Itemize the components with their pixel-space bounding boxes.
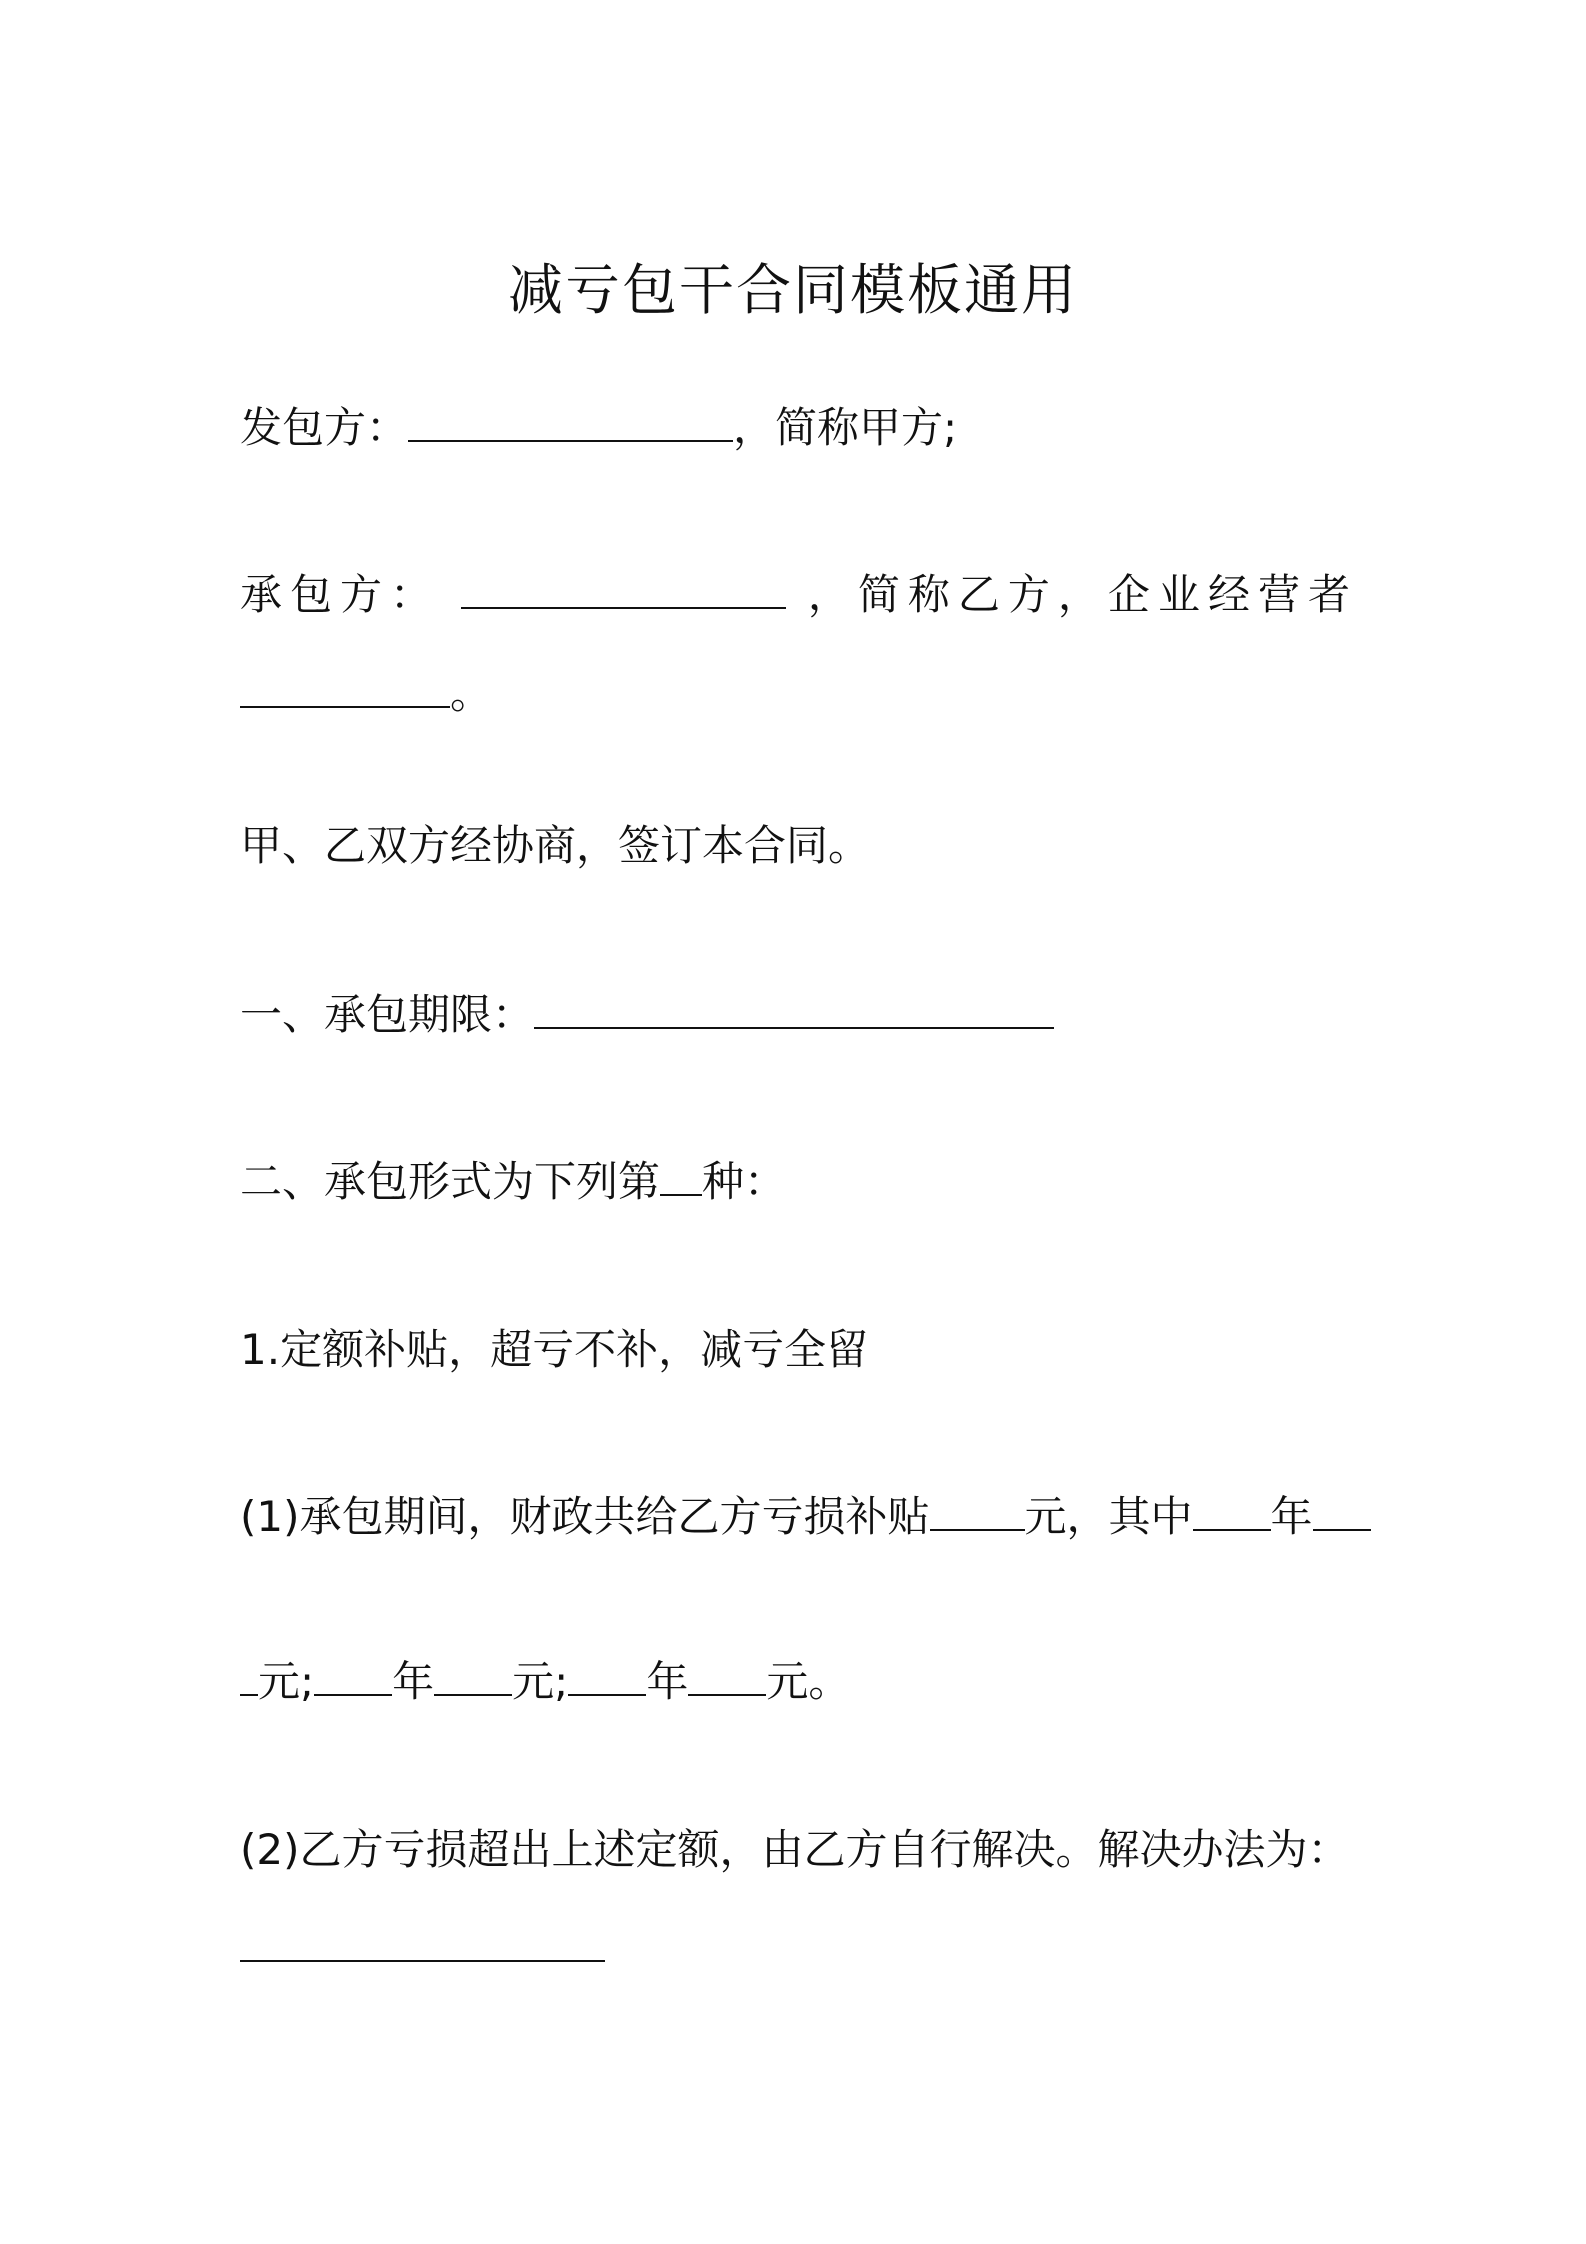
party-a-abbr: ，简称甲方; <box>733 403 958 452</box>
line-subsidy-breakdown <box>240 1652 850 1712</box>
subsidy-year-2-blank[interactable] <box>314 1654 392 1696</box>
line-excess-loss-solution <box>240 1918 605 1978</box>
subsidy-year-3-blank[interactable] <box>568 1654 646 1696</box>
subsidy-amount-2-blank[interactable] <box>434 1654 512 1696</box>
party-b-abbr: ，简称乙方，企业经营者 <box>807 570 1350 619</box>
breakdown-year-3: 年 <box>646 1657 689 1706</box>
line-form <box>240 1152 786 1212</box>
line-excess-loss: (2)乙方亏损超出上述定额，由乙方自行解决。解决办法为： <box>240 1825 1350 1874</box>
line-subsidy <box>240 1487 1371 1547</box>
line-party-b <box>240 565 1350 625</box>
subsidy-amount-1-blank-b[interactable] <box>240 1654 258 1696</box>
party-b-label: 承包方： <box>240 570 441 619</box>
subsidy-unit: 元，其中 <box>1024 1492 1193 1541</box>
form-label: 二、承包形式为下列第 <box>240 1157 661 1206</box>
line-term <box>240 985 1054 1045</box>
manager-name-blank[interactable] <box>240 666 450 708</box>
breakdown-unit-3: 元。 <box>766 1657 851 1706</box>
subsidy-total-blank[interactable] <box>930 1489 1025 1531</box>
breakdown-unit-1: 元; <box>258 1657 315 1706</box>
line-party-b-manager <box>240 664 492 724</box>
subsidy-year-label: 年 <box>1270 1492 1313 1541</box>
line-agreement: 甲、乙双方经协商，签订本合同。 <box>240 821 871 870</box>
party-b-name-blank[interactable] <box>461 567 786 609</box>
subsidy-amount-3-blank[interactable] <box>688 1654 766 1696</box>
form-suffix: 种： <box>702 1157 787 1206</box>
subsidy-label: (1)承包期间，财政共给乙方亏损补贴 <box>240 1492 930 1541</box>
subsidy-year-1-blank[interactable] <box>1193 1489 1271 1531</box>
breakdown-unit-2: 元; <box>512 1657 569 1706</box>
party-a-name-blank[interactable] <box>408 400 733 442</box>
party-a-label: 发包方： <box>240 403 409 452</box>
term-blank[interactable] <box>534 987 1054 1029</box>
solution-blank[interactable] <box>240 1920 605 1962</box>
subsidy-amount-1-blank-a[interactable] <box>1313 1489 1371 1531</box>
breakdown-year-2: 年 <box>392 1657 435 1706</box>
document-title: 减亏包干合同模板通用 <box>507 258 1078 322</box>
line-party-a <box>240 398 957 458</box>
line-form-1: 1.定额补贴，超亏不补，减亏全留 <box>240 1325 869 1374</box>
form-number-blank[interactable] <box>660 1154 702 1196</box>
manager-period: 。 <box>450 669 493 718</box>
term-label: 一、承包期限： <box>240 990 535 1039</box>
